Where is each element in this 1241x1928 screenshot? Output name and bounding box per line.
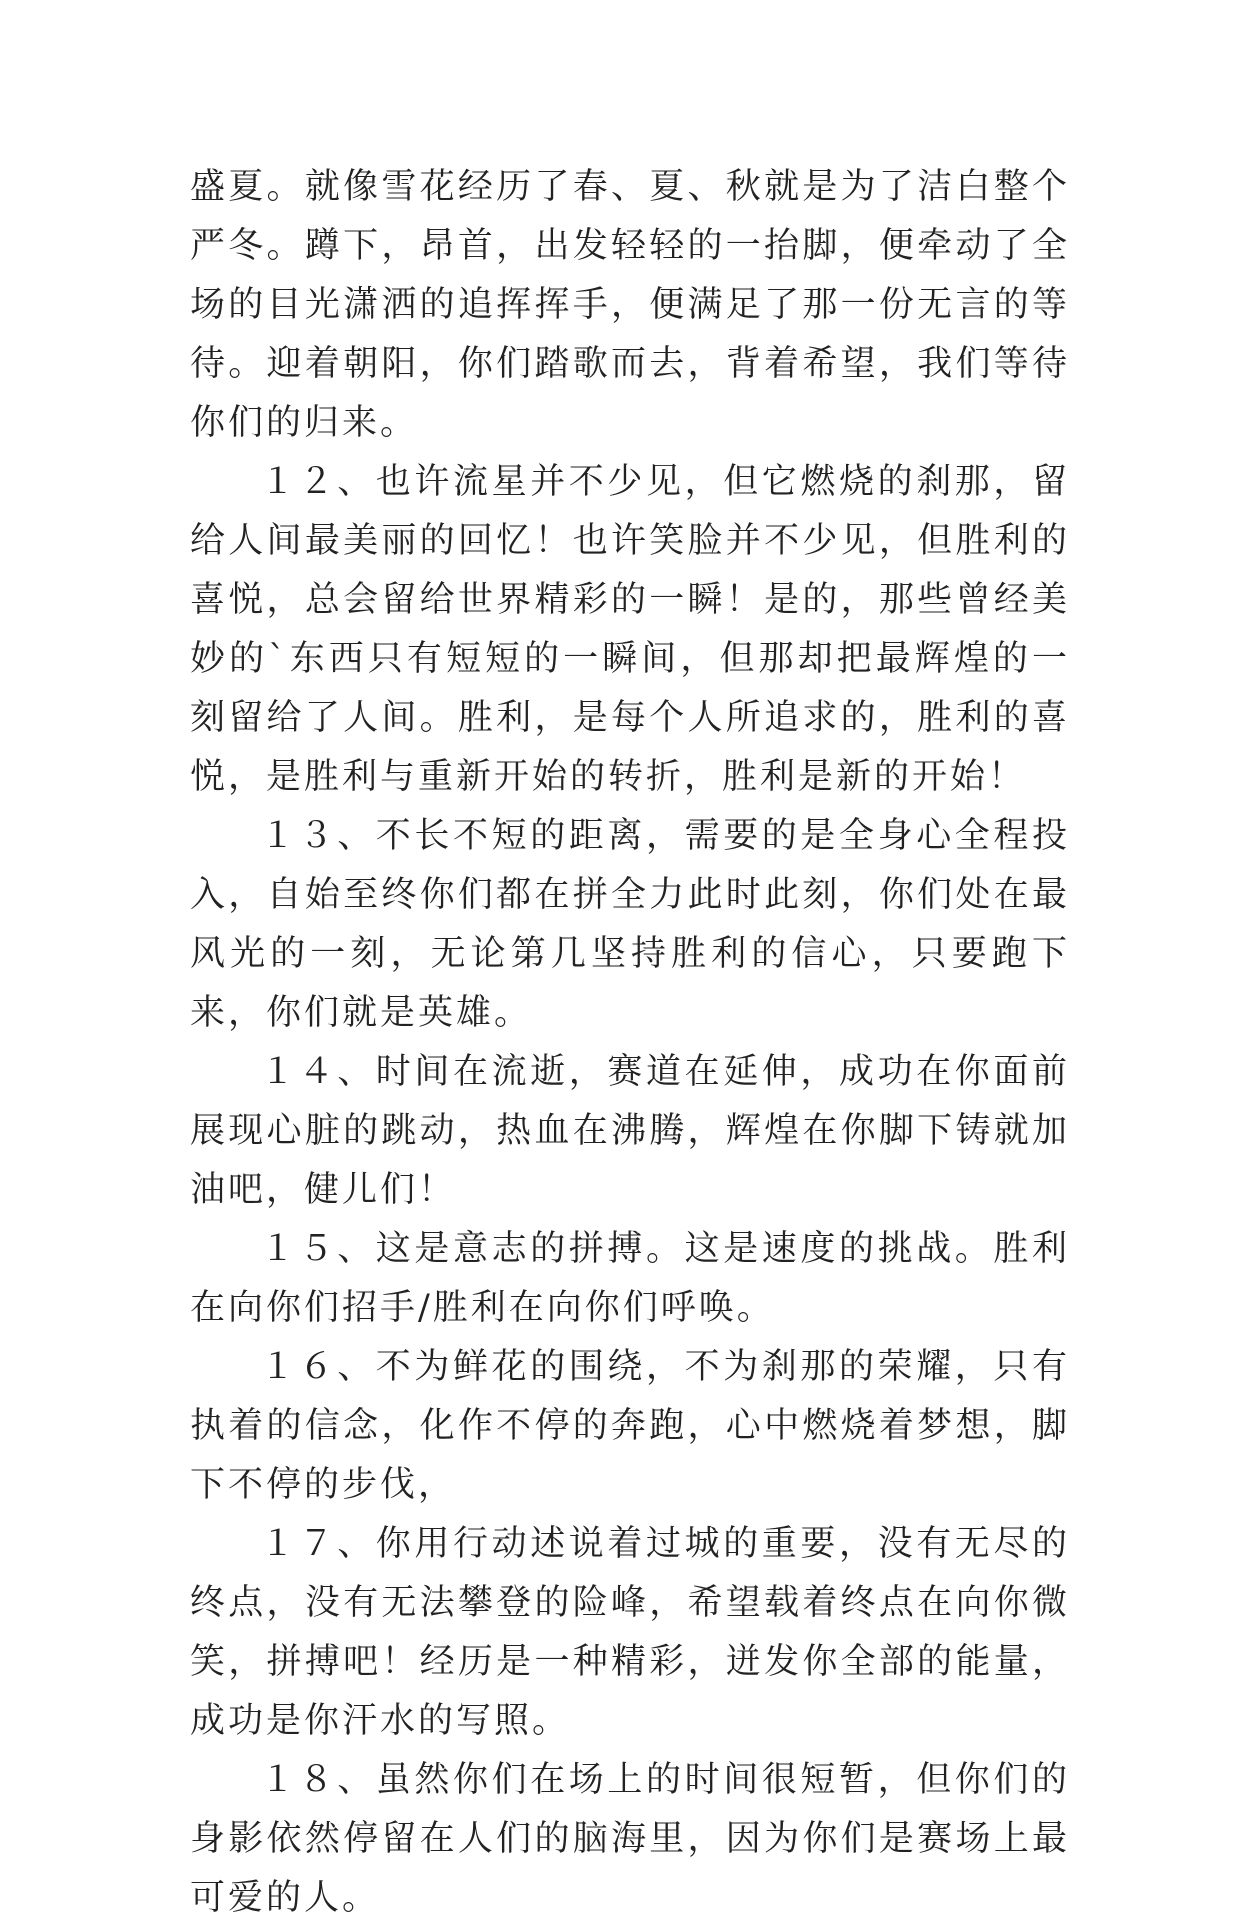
- document-body: [190, 158, 1070, 1928]
- paragraph-17: １７、你用行动述说着过城的重要，没有无尽的终点，没有无法攀登的险峰，希望载着终点在向你微笑，拼搏吧！经历是一种精彩，迸发你全部的能量，成功是你汗水的写照。: [190, 1524, 1070, 1741]
- paragraph-18: １８、虽然你们在场上的时间很短暂，但你们的身影依然停留在人们的脑海里，因为你们是赛场上最可爱的人。: [190, 1760, 1070, 1918]
- paragraph-continuation: 盛夏。就像雪花经历了春、夏、秋就是为了洁白整个严冬。蹲下，昂首，出发轻轻的一抬脚，便牵动了全场的目光潇洒的追挥挥手，便满足了那一份无言的等待。迎着朝阳，你们踏歌而去，背着希望，我们等待你们的归来。: [190, 167, 1070, 443]
- paragraph-12: １２、也许流星并不少见，但它燃烧的刹那，留给人间最美丽的回忆！也许笑脸并不少见，但胜利的喜悦，总会留给世界精彩的一瞬！是的，那些曾经美妙的`东西只有短短的一瞬间，但那却把最辉煌的一刻留给了人间。胜利，是每个人所追求的，胜利的喜悦，是胜利与重新开始的转折，胜利是新的开始！: [190, 462, 1070, 797]
- paragraph-15: １５、这是意志的拼搏。这是速度的挑战。胜利在向你们招手/胜利在向你们呼唤。: [190, 1229, 1070, 1328]
- paragraph-13: １３、不长不短的距离，需要的是全身心全程投入，自始至终你们都在拼全力此时此刻，你们处在最风光的一刻，无论第几坚持胜利的信心，只要跑下来，你们就是英雄。: [190, 816, 1070, 1033]
- paragraph-16: １６、不为鲜花的围绕，不为刹那的荣耀，只有执着的信念，化作不停的奔跑，心中燃烧着梦想，脚下不停的步伐，: [190, 1347, 1070, 1505]
- paragraph-14: １４、时间在流逝，赛道在延伸，成功在你面前展现心脏的跳动，热血在沸腾，辉煌在你脚下铸就加油吧，健儿们！: [190, 1052, 1070, 1210]
